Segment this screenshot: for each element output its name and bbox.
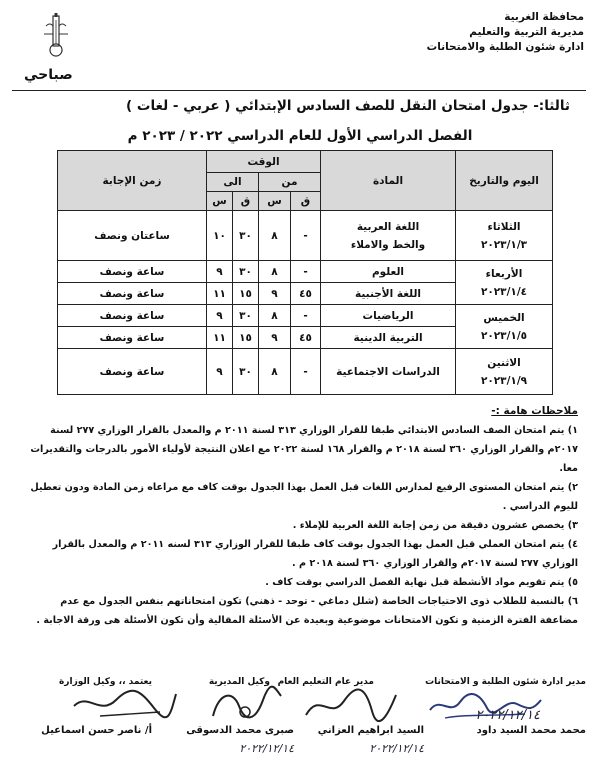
ministry-logo-icon [42, 12, 70, 58]
from-minute: - [291, 305, 321, 327]
from-minute: - [291, 261, 321, 283]
administration-label: ادارة شئون الطلبة والامتحانات [426, 41, 584, 53]
to-hour: ١١ [207, 327, 233, 349]
header-block [414, 10, 584, 55]
to-hour: ١٠ [207, 211, 233, 261]
day-cell [456, 349, 553, 395]
subject-cell: العلوم [321, 261, 456, 283]
notes-heading: ملاحظات هامة :- [491, 405, 578, 417]
handwritten-signature-icon [205, 682, 285, 724]
subject-cell [321, 211, 456, 261]
to-minute: ٣٠ [233, 305, 259, 327]
header-from-hour: س [259, 192, 291, 211]
duration-cell: ساعة ونصف [58, 305, 207, 327]
handwritten-signature-icon [300, 685, 400, 725]
subject-cell: اللغة الأجنبية [321, 283, 456, 305]
note-item: ٣) يخصص عشرون دقيقة من زمن إجابة اللغة العربية للإملاء . [292, 520, 578, 531]
signature-date: ٢٠٢٢/١٢/١٤ [369, 742, 424, 755]
directorate-label: مديرية التربية والتعليم [469, 26, 584, 38]
header-to-hour: س [207, 192, 233, 211]
table-row [58, 211, 553, 261]
subject-cell: الرياضيات [321, 305, 456, 327]
from-hour: ٨ [259, 349, 291, 395]
handwritten-signature-icon [70, 686, 180, 722]
day-name: الثلاثاء [487, 220, 521, 233]
signature-date: ٢٠٢٢/١٢/١٤ [239, 742, 294, 755]
signature-title: وكيل المديرية [208, 677, 270, 687]
header-duration: زمن الإجابة [58, 151, 207, 211]
governorate-label: محافظة الغربية [504, 11, 584, 23]
duration-cell: ساعة ونصف [58, 349, 207, 395]
day-name: الخميس [483, 311, 525, 324]
signature-title: مدير عام التعليم العام [277, 677, 374, 687]
table-row [58, 305, 553, 327]
signatory-name: أ/ ناصر حسن اسماعيل [41, 725, 152, 736]
header-from: من [259, 173, 321, 192]
header-time: الوقت [207, 151, 321, 173]
day-name: الأربعاء [485, 267, 523, 280]
signature-title: يعتمد ،، وكيل الوزارة [58, 677, 152, 687]
header-to-minute: ق [233, 192, 259, 211]
signatory-name: صبرى محمد الدسوقى [186, 725, 294, 736]
duration-cell: ساعة ونصف [58, 283, 207, 305]
from-minute: ٤٥ [291, 327, 321, 349]
header-day-date: اليوم والتاريخ [456, 151, 553, 211]
to-minute: ٣٠ [233, 211, 259, 261]
header-to: الى [207, 173, 259, 192]
signature-title: مدير ادارة شئون الطلبة و الامتحانات [425, 677, 586, 687]
to-hour: ٩ [207, 349, 233, 395]
duration-cell: ساعتان ونصف [58, 211, 207, 261]
header-from-minute: ق [291, 192, 321, 211]
signatory-name: محمد محمد السيد داود [476, 725, 586, 736]
signatory-name: السيد ابراهيم العزاني [317, 725, 424, 736]
table-row [58, 261, 553, 283]
shift-label: صباحي [24, 67, 73, 83]
day-date: ٢٠٢٣/١/٣ [480, 238, 528, 251]
from-hour: ٩ [259, 283, 291, 305]
from-hour: ٨ [259, 211, 291, 261]
day-date: ٢٠٢٣/١/٤ [480, 285, 528, 298]
from-hour: ٨ [259, 305, 291, 327]
schedule-table [57, 150, 553, 395]
from-hour: ٨ [259, 261, 291, 283]
to-minute: ٣٠ [233, 349, 259, 395]
notes-section [20, 402, 578, 630]
day-name: الاثنين [487, 356, 521, 369]
day-date: ٢٠٢٣/١/٥ [480, 329, 528, 342]
table-row [58, 349, 553, 395]
from-hour: ٩ [259, 327, 291, 349]
duration-cell: ساعة ونصف [58, 327, 207, 349]
day-date: ٢٠٢٣/١/٩ [480, 374, 528, 387]
note-item: ٥) يتم تقويم مواد الأنشطة قبل نهاية الفصل الدراسي بوقت كاف . [265, 577, 578, 588]
signature-date: ٢٠٢٢/١٢/١٤ [475, 708, 540, 723]
subject-name: اللغة العربية [356, 220, 420, 233]
note-item: ١) يتم امتحان الصف السادس الابتدائي طبقا للقرار الوزاري ٣١٣ لسنة ٢٠١١ م والمعدل بالقرار الوزاري ٢٧٧ لسنة ٢٠١٧م والقرار الوزاري ٣٦٠ لسنة ٢٠١٨ م والقرار ١٦٨ لسنة ٢٠٢٢ مع اعلان النتيجة لأولياء الأمور بالدرجات والتقديرات معا. [30, 425, 578, 474]
duration-cell: ساعة ونصف [58, 261, 207, 283]
from-minute: - [291, 349, 321, 395]
day-cell [456, 211, 553, 261]
to-minute: ١٥ [233, 327, 259, 349]
subject-name-line2: والخط والاملاء [350, 238, 426, 251]
to-hour: ١١ [207, 283, 233, 305]
subject-cell: الدراسات الاجتماعية [321, 349, 456, 395]
subject-cell: التربية الدينية [321, 327, 456, 349]
to-minute: ١٥ [233, 283, 259, 305]
to-minute: ٣٠ [233, 261, 259, 283]
note-item: ٢) يتم امتحان المستوى الرفيع لمدارس اللغات قبل العمل بهذا الجدول بوقت كاف مع مراعاه زمن المادة ودون تعطيل لليوم الدراسي . [30, 482, 578, 512]
from-minute: - [291, 211, 321, 261]
day-cell [456, 261, 553, 305]
to-hour: ٩ [207, 261, 233, 283]
note-item: ٤) يتم امتحان العملي قبل العمل بهذا الجدول بوقت كاف طبقا للقرار الوزاري ٣١٣ لسنه ٢٠١١ م والمعدل بالقرار الوزاري ٢٧٧ لسنة ٢٠١٧م والقرار الوزاري ٣٦٠ لسنة ٢٠١٨ م . [52, 539, 578, 569]
header-subject: المادة [321, 151, 456, 211]
day-cell [456, 305, 553, 349]
note-item: ٦) بالنسبة للطلاب ذوى الاحتياجات الخاصة (شلل دماغي - توحد - ذهني) تكون امتحاناتهم بنفس الجدول مع عدم مضاعفة الفترة الزمنية و تكون الامتحانات موضوعية وبعيدة عن الأسئلة المقالية وأن تكون الأسئلة هى ورقة الاجابة . [36, 596, 578, 626]
to-hour: ٩ [207, 305, 233, 327]
header-divider [12, 90, 586, 91]
from-minute: ٤٥ [291, 283, 321, 305]
schedule-title: ثالثا:- جدول امتحان النقل للصف السادس الإبتدائي ( عربي - لغات ) [126, 98, 570, 114]
schedule-subtitle: الفصل الدراسي الأول للعام الدراسي ٢٠٢٢ / ٢٠٢٣ م [127, 128, 473, 144]
